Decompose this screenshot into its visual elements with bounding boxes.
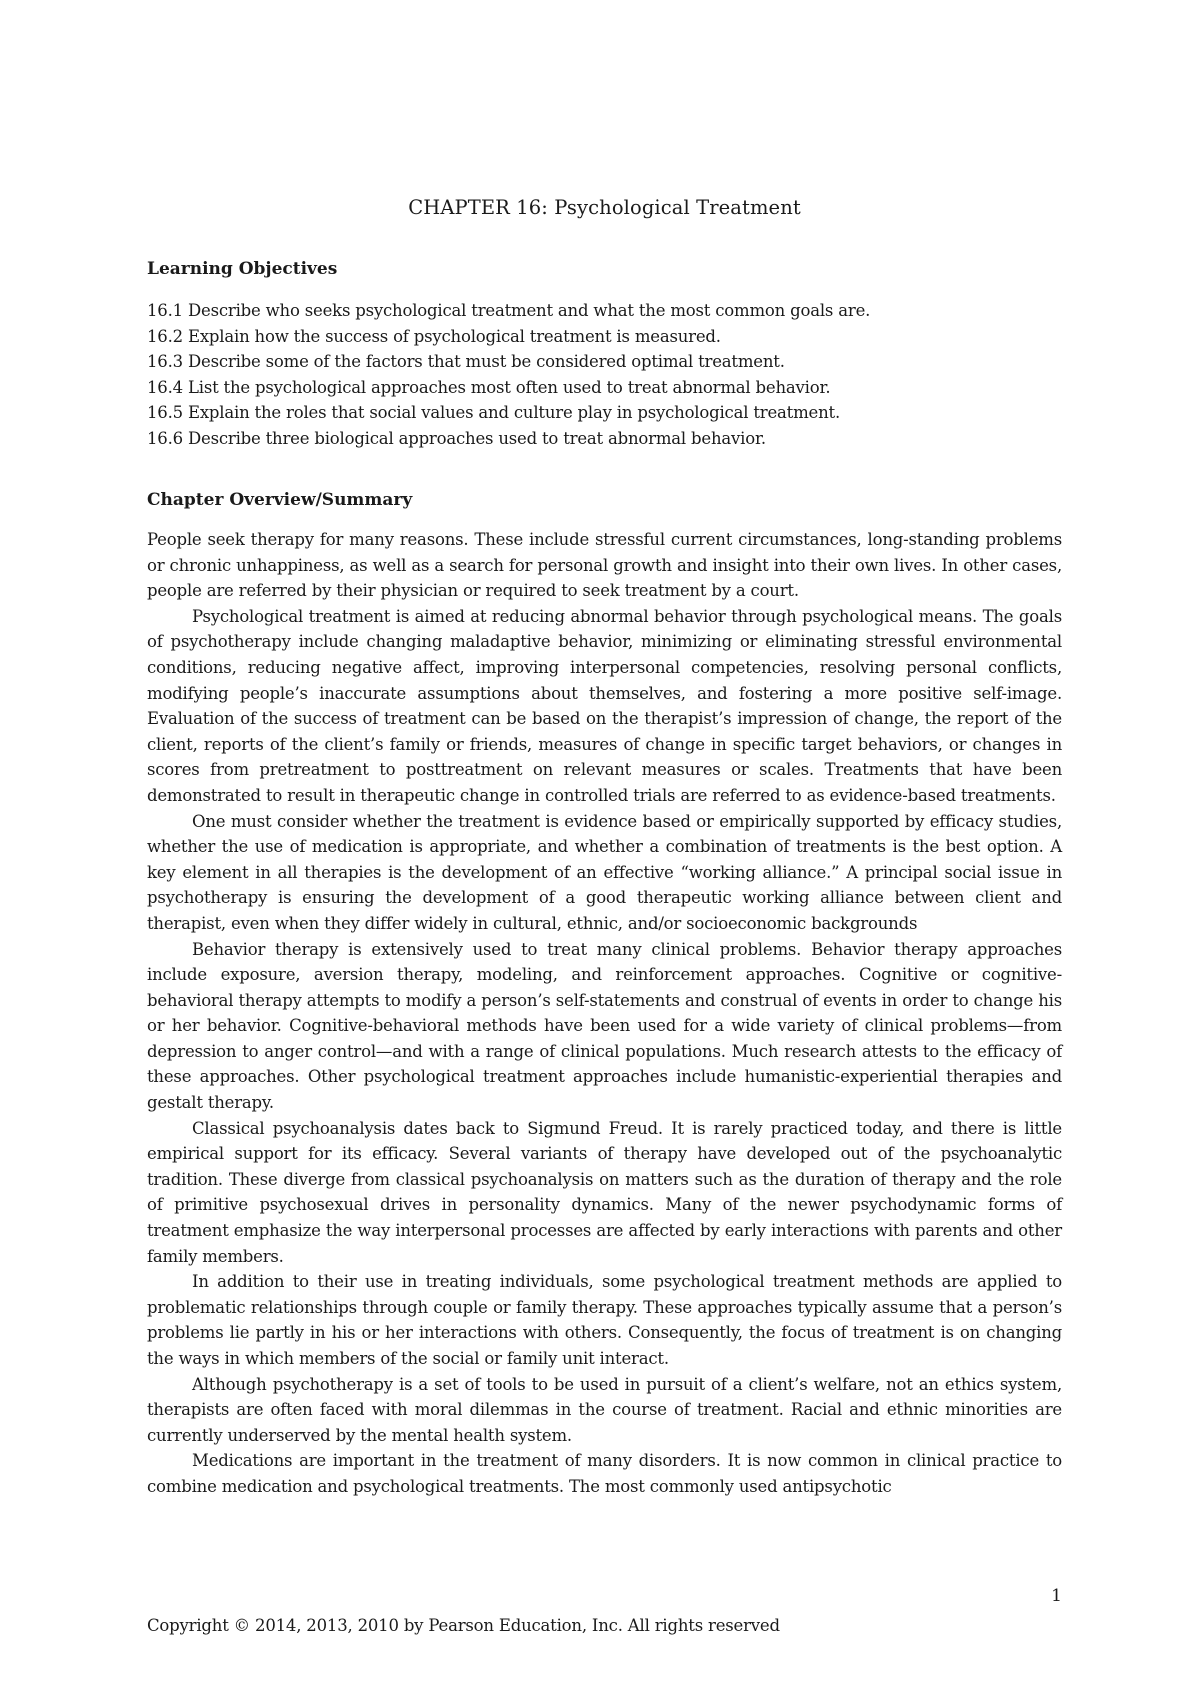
overview-paragraph: In addition to their use in treating individuals, some psychological treatment methods are applied to problematic relationships through couple or family therapy. These approaches typically assume that a person’s problems lie partly in his or her interactions with others. Consequently, the focus of treatment is on changing the ways in which members of the social or family unit interact. xyxy=(147,1272,1062,1368)
document-page xyxy=(147,0,1062,1698)
overview-paragraph: Medications are important in the treatment of many disorders. It is now common in clinical practice to combine medication and psychological treatments. The most commonly used antipsychotic xyxy=(147,1451,1062,1496)
objective-item: 16.5 Explain the roles that social values and culture play in psychological treatment. xyxy=(147,403,841,423)
objective-item: 16.6 Describe three biological approaches used to treat abnormal behavior. xyxy=(147,428,766,448)
page-number: 1 xyxy=(1051,1586,1062,1606)
overview-paragraph: People seek therapy for many reasons. These include stressful current circumstances, long-standing problems or chronic unhappiness, as well as a search for personal growth and insight into their own lives. In other cases, people are referred by their physician or required to seek treatment by a court. xyxy=(147,530,1062,601)
chapter-title: CHAPTER 16: Psychological Treatment xyxy=(408,196,801,219)
objective-item: 16.2 Explain how the success of psychological treatment is measured. xyxy=(147,326,721,346)
learning-objectives-heading: Learning Objectives xyxy=(147,259,338,279)
objective-item: 16.1 Describe who seeks psychological treatment and what the most common goals are. xyxy=(147,301,871,320)
overview-paragraph: Psychological treatment is aimed at reducing abnormal behavior through psychological means. The goals of psychotherapy include changing maladaptive behavior, minimizing or eliminating stressful environmental conditions, reducing negative affect, improving interpersonal competencies, resolving personal conflicts, modifying people’s inaccurate assumptions about themselves, and fostering a more positive self-image. Evaluation of the success of treatment can be based on the therapist’s impression of change, the report of the client, reports of the client’s family or friends, measures of change in specific target behaviors, or changes in scores from pretreatment to posttreatment on relevant measures or scales. Treatments that have been demonstrated to result in therapeutic change in controlled trials are referred to as evidence-based treatments. xyxy=(147,606,1062,805)
overview-paragraph: Classical psychoanalysis dates back to Sigmund Freud. It is rarely practiced today, and there is little empirical support for its efficacy. Several variants of therapy have developed out of the psychoanalytic tradition. These diverge from classical psychoanalysis on matters such as the duration of therapy and the role of primitive psychosexual drives in personality dynamics. Many of the newer psychodynamic forms of treatment emphasize the way interpersonal processes are affected by early interactions with parents and other family members. xyxy=(147,1118,1062,1266)
copyright-notice: Copyright © 2014, 2013, 2010 by Pearson Education, Inc. All rights reserved xyxy=(147,1616,780,1635)
overview-paragraph: Behavior therapy is extensively used to treat many clinical problems. Behavior therapy approaches include exposure, aversion therapy, modeling, and reinforcement approaches. Cognitive or cognitive-behavioral therapy attempts to modify a person’s self-statements and construal of events in order to change his or her behavior. Cognitive-behavioral methods have been used for a wide variety of clinical problems—from depression to anger control—and with a range of clinical populations. Much research attests to the efficacy of these approaches. Other psychological treatment approaches include humanistic-experiential therapies and gestalt therapy. xyxy=(147,939,1062,1113)
learning-objectives-list xyxy=(147,298,870,452)
overview-paragraph: One must consider whether the treatment is evidence based or empirically supported by efficacy studies, whether the use of medication is appropriate, and whether a combination of treatments is the best option. A key element in all therapies is the development of an effective “working alliance.” A principal social issue in psychotherapy is ensuring the development of a good therapeutic working alliance between client and therapist, even when they differ widely in cultural, ethnic, and/or socioeconomic backgrounds xyxy=(147,811,1062,933)
overview-paragraph: Although psychotherapy is a set of tools to be used in pursuit of a client’s welfare, not an ethics system, therapists are often faced with moral dilemmas in the course of treatment. Racial and ethnic minorities are currently underserved by the mental health system. xyxy=(147,1374,1062,1445)
overview-body xyxy=(147,527,1062,1500)
objective-item: 16.3 Describe some of the factors that must be considered optimal treatment. xyxy=(147,352,785,372)
overview-heading: Chapter Overview/Summary xyxy=(147,490,413,510)
objective-item: 16.4 List the psychological approaches most often used to treat abnormal behavior. xyxy=(147,377,831,397)
